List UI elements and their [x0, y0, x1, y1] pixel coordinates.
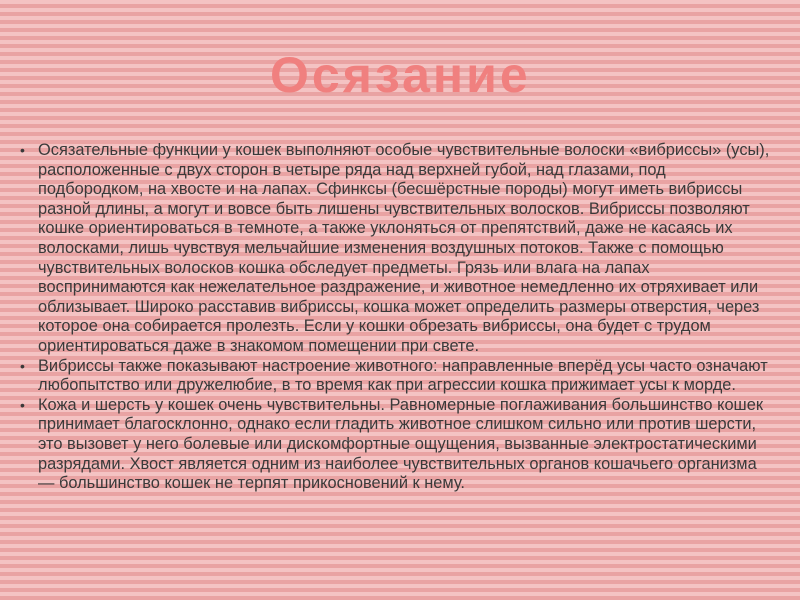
bullet-list [20, 141, 775, 494]
bullet-dot-icon: • [20, 357, 25, 374]
slide-title: Осязание [270, 47, 531, 103]
bullet-item-whiskers [20, 141, 775, 357]
bullet-dot-icon: • [20, 396, 25, 413]
bullet-item-skin [20, 396, 775, 494]
bullet-dot-icon: • [20, 142, 25, 158]
bullet-text: Кожа и шерсть у кошек очень чувствительны. Равномерные поглаживания большинство кошек принимает благосклонно, однако если гладить животное слишком сильно или против шерсти, это вызовет у него болевые или дискомфортные ощущения, вызванные электростатическими разрядами. Хвост является одним из наиболее чувствительных органов кошачьего организма — большинство кошек не терпят прикосновений к нему. [38, 395, 763, 493]
bullet-text: Осязательные функции у кошек выполняют особые чувствительные волоски «вибриссы» (усы), расположенные с двух сторон в четыре ряда над верхней губой, над глазами, под подбородком, на хвосте и на лапах. Сфинксы (бесшёрстные породы) могут иметь вибриссы разной длины, а могут и вовсе быть лишены чувствительных волосков. Вибриссы позволяют кошке ориентироваться в темноте, а также уклоняться от препятствий, даже не касаясь их волосками, лишь чувствуя мельчайшие изменения воздушных потоков. Также с помощью чувствительных волосков кошка обследует предметы. Грязь или влага на лапах воспринимаются как нежелательное раздражение, и животное немедленно их отряхивает или облизывает. Широко расставив вибриссы, кошка может определить размеры отверстия, через которое она собирается пролезть. Если у кошки обрезать вибриссы, она будет с трудом ориентироваться даже в знакомом помещении при свете. [38, 141, 770, 355]
bullet-text: Вибриссы также показывают настроение животного: направленные вперёд усы часто означают любопытство или дружелюбие, в то время как при агрессии кошка прижимает усы к морде. [38, 356, 768, 395]
bullet-item-mood [20, 357, 775, 396]
